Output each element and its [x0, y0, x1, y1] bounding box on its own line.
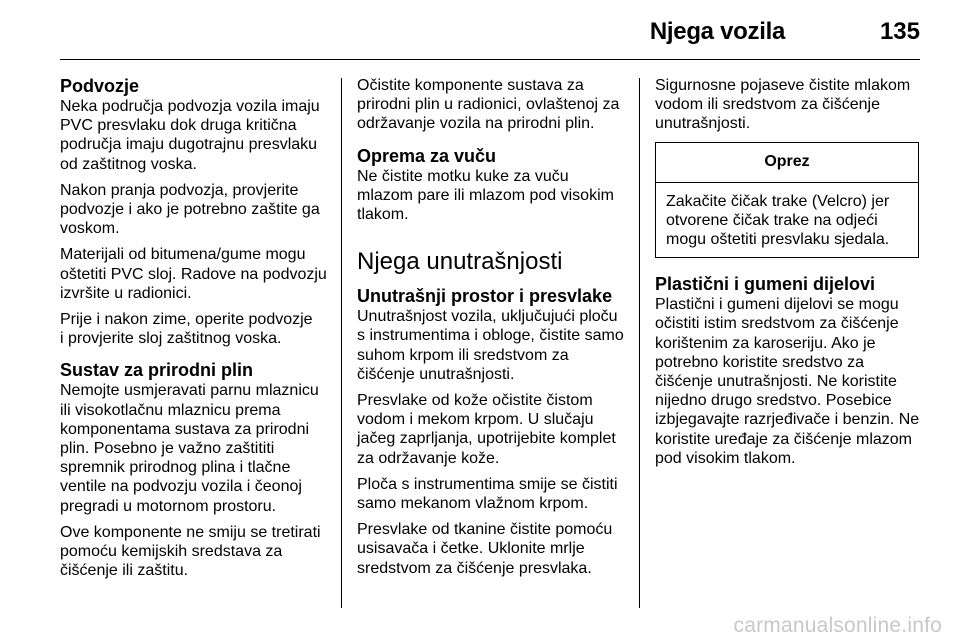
paragraph: Ove komponente ne smiju se tretirati pomoću kemijskih sredstava za čišćenje ili zaštitu. — [60, 523, 321, 580]
heading-towing: Oprema za vuču — [357, 145, 497, 166]
column-1 — [60, 76, 330, 587]
caution-box — [655, 142, 919, 259]
caution-text: Zakačite čičak trake (Velcro) jer otvorene čičak trake na odjeći mogu oštetiti presvlaku sjedala. — [666, 192, 890, 249]
watermark: carmanualsonline.info — [733, 614, 942, 637]
paragraph: Ploča s instrumentima smije se čistiti samo mekanom vlažnom krpom. — [357, 475, 618, 513]
paragraph: Sigurnosne pojaseve čistite mlakom vodom ili sredstvom za čišćenje unutrašnjosti. — [655, 77, 911, 133]
paragraph: Neka područja podvozja vozila imaju PVC presvlaku dok druga kritična područja imaju dugotrajnu presvlaku od zaštitnog voska. — [60, 98, 320, 173]
paragraph: Nemojte usmjeravati parnu mlaznicu ili visokotlačnu mlaznicu prema komponentama sustava za prirodni plin. Posebno je važno zaštititi spremnik prirodnog plina i tlačne ventile na podvozju vozila i čeonoj pregradi u motornom prostoru. — [60, 382, 319, 515]
paragraph: Ne čistite motku kuke za vuču mlazom pare ili mlazom pod visokim tlakom. — [357, 167, 614, 224]
page-number: 135 — [879, 18, 920, 45]
column-divider-2 — [639, 78, 640, 608]
caution-title: Oprez — [656, 143, 918, 183]
running-header-title: Njega vozila — [649, 18, 785, 45]
section-title-interior: Njega unutrašnjosti — [357, 248, 563, 276]
paragraph: Plastični i gumeni dijelovi se mogu očistiti istim sredstvom za čišćenje korištenim za karoseriju. Ako je potrebno koristite sredstvo za čišćenje unutrašnjosti. Ne koristite nijedno drugo sredstvo. Posebice izbjegavajte razrjeđivače i benzin. Ne koristite uređaje za čišćenje mlazom pod visokim tlakom. — [655, 296, 920, 467]
column-3 — [655, 76, 925, 475]
heading-podvozje: Podvozje — [60, 76, 140, 96]
paragraph: Presvlake od tkanine čistite pomoću usisavača i četke. Uklonite mrlje sredstvom za čišćenje presvlaka. — [357, 521, 613, 577]
paragraph: Presvlake od kože očistite čistom vodom i mekom krpom. U slučaju jačeg zaprljanja, upotrijebite komplet za održavanje kože. — [357, 392, 616, 467]
paragraph: Unutrašnjost vozila, uključujući ploču s instrumentima i obloge, čistite samo suhom krpom ili sredstvom za čišćenje unutrašnjosti. — [357, 308, 624, 383]
paragraph: Materijali od bitumena/gume mogu oštetiti PVC sloj. Radove na podvozju izvršite u radionici. — [60, 246, 327, 302]
paragraph: Prije i nakon zime, operite podvozje i provjerite sloj zaštitnog voska. — [60, 311, 313, 348]
column-2 — [357, 76, 629, 585]
heading-plastic-rubber: Plastični i gumeni dijelovi — [655, 274, 876, 295]
paragraph: Očistite komponente sustava za prirodni plin u radionici, ovlaštenoj za održavanje vozila na prirodni plin. — [357, 77, 620, 133]
header-divider — [60, 59, 920, 60]
column-divider-1 — [341, 78, 342, 608]
paragraph: Nakon pranja podvozja, provjerite podvozje i ako je potrebno zaštite ga voskom. — [60, 181, 320, 238]
heading-natural-gas: Sustav za prirodni plin — [60, 360, 254, 381]
heading-interior-upholstery: Unutrašnji prostor i presvlake — [357, 286, 613, 307]
